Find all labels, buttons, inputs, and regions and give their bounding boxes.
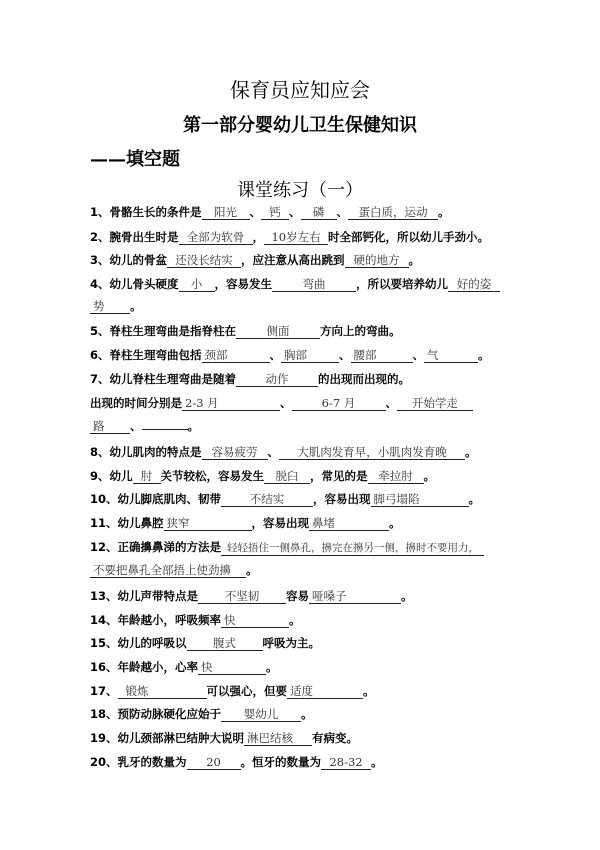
question-number: 12、	[90, 540, 118, 554]
answer-blank[interactable]: 快	[198, 660, 266, 675]
question-4	[90, 276, 520, 292]
question-number: 15、	[90, 636, 118, 650]
answer-blank[interactable]: 势	[90, 299, 130, 314]
question-number: 13、	[90, 589, 118, 603]
question-text: 幼儿鼻腔	[117, 516, 164, 530]
question-text: ，容易出现	[251, 516, 310, 530]
question-number: 18、	[90, 707, 118, 721]
answer-blank[interactable]: 颈部	[202, 348, 270, 363]
question-text: ，所以要培养幼儿	[356, 277, 449, 291]
question-number: 9、	[90, 469, 110, 483]
question-4-continued	[90, 298, 520, 314]
question-text: 可以强心，但要	[206, 684, 288, 698]
question-18	[90, 706, 520, 722]
question-text: 幼儿颈部淋巴结肿大说明	[117, 731, 245, 745]
answer-blank[interactable]: 轻轻捂住一侧鼻孔，擤完在擤另一侧，擤时不要用力，	[221, 541, 484, 556]
answer-blank[interactable]: 动作	[236, 372, 318, 387]
answer-blank[interactable]: 阳光	[202, 205, 250, 220]
answer-blank[interactable]: 腹式	[187, 636, 263, 651]
question-text: 腕骨出生时是	[109, 230, 179, 244]
answer-blank[interactable]: 婴幼儿	[221, 707, 301, 722]
question-type: ——填空题	[90, 149, 180, 170]
question-15	[90, 635, 520, 651]
punctuation: 。	[301, 707, 313, 721]
answer-blank[interactable]: 28-32	[321, 755, 371, 770]
exercise-title: 课堂练习（一）	[237, 180, 363, 201]
question-number: 7、	[90, 372, 110, 386]
question-text: 幼儿的呼吸以	[117, 636, 187, 650]
punctuation: 。	[478, 348, 490, 362]
question-number: 17、	[90, 684, 118, 698]
answer-blank[interactable]: 不坚韧	[198, 589, 286, 604]
punctuation: 。	[130, 299, 142, 313]
answer-blank[interactable]: 大肌肉发育早，小肌肉发育晚	[279, 445, 465, 460]
punctuation: 。	[246, 563, 258, 577]
question-text: 有病变。	[312, 731, 359, 745]
empty-blank[interactable]	[142, 429, 188, 430]
punctuation: 。	[468, 492, 481, 506]
question-7-times: 出现的时间分别是 2-3 月 、 6-7 月 、 开始学走	[90, 395, 520, 411]
answer-blank[interactable]: 6-7 月	[292, 396, 386, 411]
question-19	[90, 730, 520, 746]
question-number: 6、	[90, 348, 110, 362]
question-number: 2、	[90, 230, 110, 244]
question-8: 8、幼儿肌肉的特点是 容易疲劳 、 大肌肉发育早，小肌肉发育晚 。	[90, 445, 477, 459]
answer-blank[interactable]: 开始学走	[397, 396, 473, 411]
question-text: 预防动脉硬化应始于	[117, 707, 222, 721]
punctuation: 。	[371, 755, 383, 769]
answer-blank[interactable]: 蛋白质，运动	[348, 205, 438, 220]
part-title: 第一部分婴幼儿卫生保健知识	[183, 115, 417, 136]
question-text: 乳牙的数量为	[117, 755, 187, 769]
question-text: 正确擤鼻涕的方法是	[117, 540, 222, 554]
answer-blank[interactable]: 气	[424, 348, 478, 363]
answer-blank[interactable]: 路	[90, 419, 130, 434]
question-1: 1、骨骼生长的条件是 阳光 、 钙 、 磷 、 蛋白质，运动 。	[90, 205, 450, 219]
answer-blank[interactable]: 好的姿	[448, 277, 500, 292]
question-number: 11、	[90, 516, 118, 530]
question-20	[90, 754, 520, 770]
punctuation: 。	[187, 419, 199, 433]
punctuation: 。	[408, 253, 421, 267]
question-number: 16、	[90, 660, 118, 674]
answer-blank[interactable]: 20	[187, 755, 241, 770]
punctuation: 。	[363, 684, 375, 698]
question-number: 5、	[90, 324, 110, 338]
question-number: 3、	[90, 253, 110, 267]
answer-blank[interactable]: 狭窄	[164, 516, 252, 531]
question-number: 8、	[90, 445, 110, 459]
question-12	[90, 539, 520, 556]
answer-blank[interactable]: 鼻堵	[309, 516, 389, 531]
question-text: 出现的时间分别是	[90, 396, 182, 410]
question-text: 呼吸为主。	[262, 636, 321, 650]
question-16	[90, 659, 520, 675]
answer-blank[interactable]: 胸部	[281, 348, 339, 363]
question-12-continued	[90, 562, 520, 578]
question-text: 幼儿肌肉的特点是	[109, 445, 202, 459]
punctuation: 。	[401, 589, 413, 603]
answer-blank[interactable]: 小	[179, 277, 215, 292]
answer-blank[interactable]: 快	[221, 613, 289, 628]
question-7-continued: 路 、 。	[90, 418, 520, 434]
answer-blank[interactable]: 硬的地方	[345, 253, 409, 268]
question-text: 骨骼生长的条件是	[109, 205, 202, 219]
punctuation: 。	[266, 660, 278, 674]
question-text: 时全部钙化，所以幼儿手劲小。	[328, 230, 490, 244]
question-text: 方向上的弯曲。	[320, 324, 401, 338]
question-text: 的出现而出现的。	[318, 372, 411, 386]
question-17	[90, 683, 520, 699]
punctuation: 。	[438, 205, 450, 219]
question-text: 容易	[286, 589, 310, 603]
question-text: 年龄越小，呼吸频率	[117, 613, 222, 627]
answer-blank[interactable]: 还没长结实	[167, 253, 241, 268]
question-text: ，	[252, 230, 265, 244]
question-2	[90, 229, 520, 245]
question-number: 4、	[90, 277, 110, 291]
question-text: 幼儿	[109, 469, 133, 483]
answer-blank[interactable]: 不结实	[221, 492, 313, 507]
answer-blank[interactable]: 适度	[287, 684, 363, 699]
answer-blank[interactable]: 侧面	[236, 324, 320, 339]
answer-blank[interactable]: 钙	[261, 205, 289, 220]
question-text: 幼儿脊柱生理弯曲是随着	[109, 372, 237, 386]
question-text: 幼儿声带特点是	[117, 589, 199, 603]
question-text: ，应注意从高出跳到	[241, 253, 345, 267]
question-text: 幼儿脚底肌肉、韧带	[117, 492, 222, 506]
question-text: 脊柱生理弯曲包括	[109, 348, 202, 362]
question-10	[90, 491, 520, 507]
question-3	[90, 252, 520, 268]
answer-blank[interactable]: 淋巴结核	[244, 731, 312, 746]
punctuation: 。	[465, 445, 477, 459]
question-text: ，常见的是	[310, 469, 368, 483]
answer-blank[interactable]: 容易疲劳	[202, 445, 268, 460]
question-13	[90, 588, 520, 604]
main-title: 保育员应知应会	[230, 78, 370, 102]
answer-blank[interactable]: 肘	[133, 469, 161, 484]
answer-blank[interactable]: 不要把鼻孔全部捂上使劲擤	[90, 563, 246, 578]
question-number: 14、	[90, 613, 118, 627]
answer-blank[interactable]: 全部为软骨	[179, 230, 253, 245]
punctuation: 。	[423, 469, 436, 483]
answer-blank[interactable]: 脱臼	[264, 469, 310, 484]
question-text: ，容易发生	[214, 277, 273, 291]
question-text: 幼儿骨头硬度	[109, 277, 179, 291]
answer-blank[interactable]: 10岁左右	[264, 230, 328, 245]
question-text: 脊柱生理弯曲是指脊柱在	[109, 324, 237, 338]
question-number: 1、	[90, 205, 110, 219]
question-number: 10、	[90, 492, 118, 506]
answer-blank[interactable]: 磷	[301, 205, 337, 220]
question-number: 20、	[90, 755, 118, 769]
answer-blank[interactable]: 腰部	[351, 348, 413, 363]
question-9	[90, 468, 520, 484]
question-text: 年龄越小，心率	[117, 660, 199, 674]
question-5	[90, 323, 520, 339]
punctuation: 。	[389, 516, 401, 530]
answer-blank[interactable]: 弯曲	[272, 277, 356, 292]
answer-blank[interactable]: 锻炼	[118, 684, 207, 699]
punctuation: 。	[289, 613, 301, 627]
answer-blank[interactable]: 牵拉肘	[368, 469, 424, 484]
question-7	[90, 371, 520, 387]
question-6: 6、脊柱生理弯曲包括 颈部 、 胸部 、 腰部 、 气 。	[90, 348, 490, 362]
question-text: 。恒牙的数量为	[240, 755, 322, 769]
question-number: 19、	[90, 731, 118, 745]
answer-blank[interactable]: 脚弓塌陷	[371, 492, 469, 507]
answer-blank[interactable]: 哑嗓子	[309, 589, 401, 604]
question-text: 幼儿的骨盆	[109, 253, 168, 267]
question-text: ，容易出现	[313, 492, 371, 506]
question-text: 关节较松，容易发生	[160, 469, 265, 483]
question-11	[90, 515, 520, 531]
question-14	[90, 612, 520, 628]
answer-blank[interactable]: 2-3 月	[182, 396, 280, 411]
